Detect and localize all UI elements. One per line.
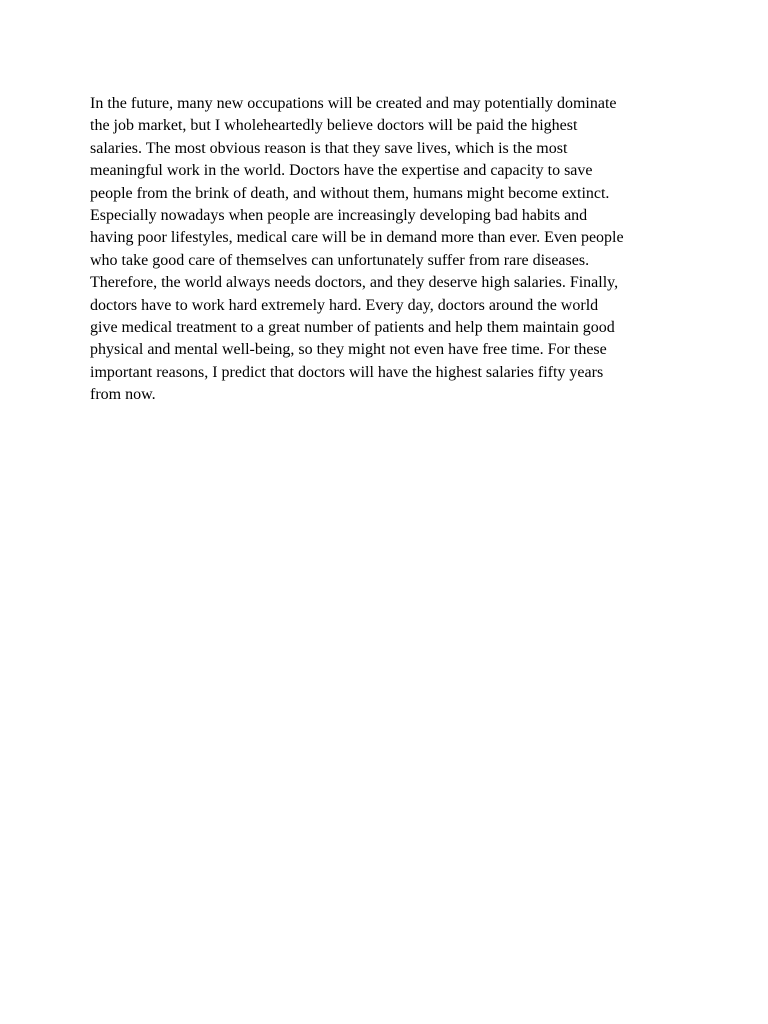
paragraph-line: Therefore, the world always needs doctors, and they deserve high salaries. Finally, (90, 274, 619, 292)
paragraph-line: salaries. The most obvious reason is that they save lives, which is the most (90, 139, 568, 157)
paragraph-line: In the future, many new occupations will be created and may potentially dominate (90, 95, 617, 112)
essay-paragraph (90, 93, 690, 407)
paragraph-line: having poor lifestyles, medical care will be in demand more than ever. Even people (90, 229, 624, 247)
paragraph-line: meaningful work in the world. Doctors have the expertise and capacity to save (90, 162, 593, 180)
paragraph-line: doctors have to work hard extremely hard. Every day, doctors around the world (90, 296, 599, 314)
paragraph-line: Especially nowadays when people are increasingly developing bad habits and (90, 207, 588, 225)
paragraph-line: people from the brink of death, and without them, humans might become extinct. (90, 184, 610, 202)
paragraph-line: from now. (90, 386, 156, 404)
paragraph-line: physical and mental well-being, so they might not even have free time. For these (90, 341, 607, 359)
paragraph-line: who take good care of themselves can unfortunately suffer from rare diseases. (90, 251, 590, 269)
paragraph-line: the job market, but I wholeheartedly believe doctors will be paid the highest (90, 117, 578, 135)
paragraph-line: give medical treatment to a great number of patients and help them maintain good (90, 319, 615, 337)
paragraph-line: important reasons, I predict that doctors will have the highest salaries fifty years (90, 363, 604, 381)
